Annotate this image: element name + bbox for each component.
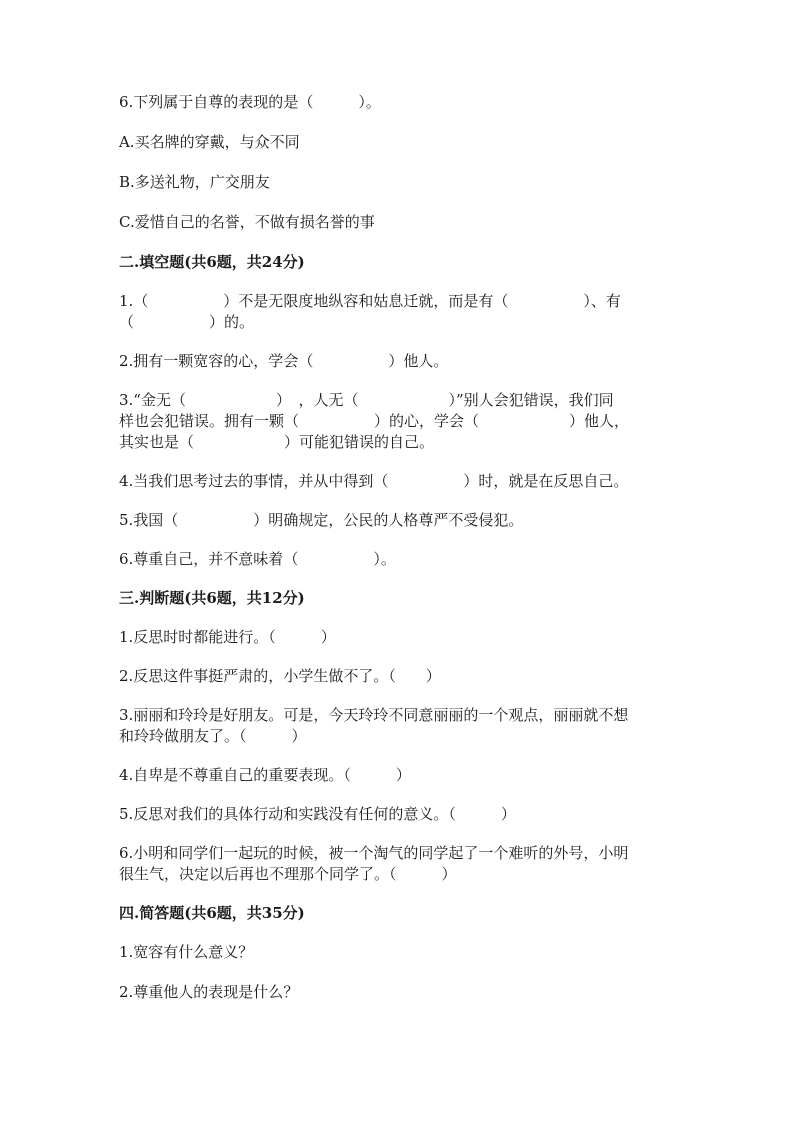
judge-question-3 [119, 705, 679, 747]
question-line: 2.拥有一颗宽容的心，学会（ ）他人。 [119, 352, 449, 370]
question-line: 样也会犯错误。拥有一颗（ ）的心，学会（ ）他人， [119, 412, 630, 430]
section-title-judge: 三.判断题(共6题，共12分) [119, 589, 305, 607]
question-line: 4.当我们思考过去的事情，并从中得到（ ）时，就是在反思自己。 [119, 472, 629, 490]
judge-question-2 [119, 666, 679, 687]
question-line: 3.“金无（ ） ，人无（ ）”别人会犯错误，我们同 [119, 391, 614, 409]
question-line: 4.自卑是不尊重自己的重要表现。（ ） [119, 766, 411, 784]
question-line: 6.尊重自己，并不意味着（ ）。 [119, 550, 396, 568]
question-line: 6.小明和同学们一起玩的时候，被一个淘气的同学起了一个难听的外号，小明 [119, 844, 629, 862]
section-title-fill: 二.填空题(共6题，共24分) [119, 253, 305, 271]
question-line: 其实也是（ ）可能犯错误的自己。 [119, 433, 435, 451]
choice-option-c: C.爱惜自己的名誉，不做有损名誉的事 [119, 213, 375, 231]
fill-question-6 [119, 549, 679, 570]
short-answer-question-1: 1.宽容有什么意义？ [119, 943, 254, 961]
fill-question-1 [119, 291, 679, 333]
judge-question-5 [119, 804, 679, 825]
exam-page [119, 92, 679, 1003]
fill-question-3 [119, 390, 679, 453]
choice-option-b: B.多送礼物，广交朋友 [119, 173, 270, 191]
question-line: 2.反思这件事挺严肃的，小学生做不了。（ ） [119, 667, 441, 685]
fill-question-4 [119, 471, 679, 492]
short-answer-question-2: 2.尊重他人的表现是什么？ [119, 983, 299, 1001]
question-line: 1.（ ）不是无限度地纵容和姑息迁就，而是有（ ）、有 [119, 292, 621, 310]
question-line: 和玲玲做朋友了。（ ） [119, 727, 307, 745]
choice-option-a: A.买名牌的穿戴，与众不同 [119, 133, 300, 151]
judge-question-6 [119, 843, 679, 885]
question-line: 3.丽丽和玲玲是好朋友。可是，今天玲玲不同意丽丽的一个观点，丽丽就不想 [119, 706, 629, 724]
question-line: 1.反思时时都能进行。（ ） [119, 628, 336, 646]
choice-question-6-stem: 6.下列属于自尊的表现的是（ ）。 [119, 93, 381, 111]
judge-question-4 [119, 765, 679, 786]
fill-question-5 [119, 510, 679, 531]
question-line: （ ）的。 [119, 313, 255, 331]
fill-question-2 [119, 351, 679, 372]
question-line: 很生气，决定以后再也不理那个同学了。（ ） [119, 865, 457, 883]
section-title-short-answer: 四.简答题(共6题，共35分) [119, 904, 305, 922]
judge-question-1 [119, 627, 679, 648]
question-line: 5.反思对我们的具体行动和实践没有任何的意义。（ ） [119, 805, 516, 823]
question-line: 5.我国（ ）明确规定，公民的人格尊严不受侵犯。 [119, 511, 524, 529]
